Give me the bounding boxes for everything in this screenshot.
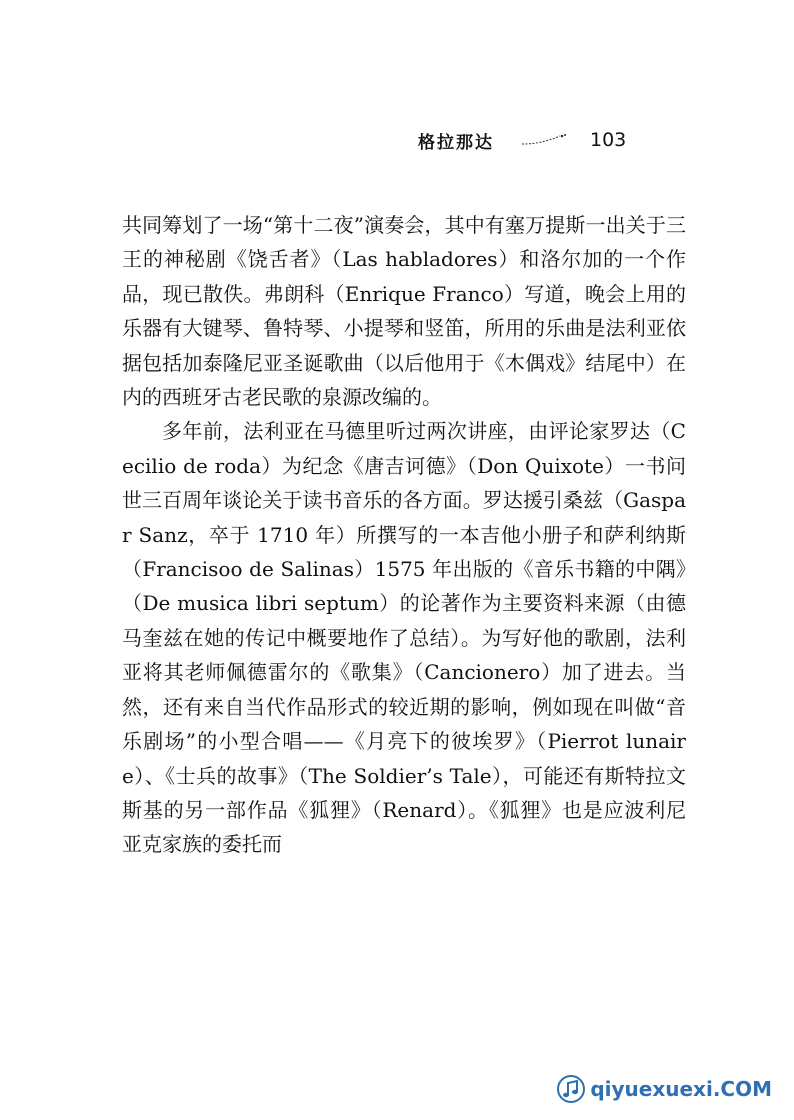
watermark-text: qiyuexuexi.COM	[590, 1077, 772, 1101]
page-number: 103	[590, 129, 627, 151]
paragraph: 多年前，法利亚在马德里听过两次讲座，由评论家罗达（Cecilio de roda）为纪念《唐吉诃德》（Don Quixote）一书问世三百周年谈论关于读书音乐的各方面。罗达援引桑兹（Gaspar Sanz，卒于 1710 年）所撰写的一本吉他小册子和萨利纳斯（Francisoo de Salinas）1575 年出版的《音乐书籍的中隅》（De musica libri septum）的论著作为主要资料来源（由德马奎兹在她的传记中概要地作了总结）。为写好他的歌剧，法利亚将其老师佩德雷尔的《歌集》（Cancionero）加了进去。当然，还有来自当代作品形式的较近期的影响，例如现在叫做“音乐剧场”的小型合唱——《月亮下的彼埃罗》（Pierrot lunaire）、《士兵的故事》（The Soldier’s Tale），可能还有斯特拉文斯基的另一部作品《狐狸》（Renard）。《狐狸》也是应波利尼亚克家族的委托而	[122, 419, 686, 857]
running-header	[418, 124, 678, 156]
site-watermark	[556, 1074, 772, 1104]
music-note-logo-icon	[556, 1074, 586, 1104]
header-ornament-icon	[520, 133, 568, 147]
paragraph-continued: 共同筹划了一场“第十二夜”演奏会，其中有塞万提斯一出关于三王的神秘剧《饶舌者》（Las habladores）和洛尔加的一个作品，现已散佚。弗朗科（Enrique Franco）写道，晚会上用的乐器有大键琴、鲁特琴、小提琴和竖笛，所用的乐曲是法利亚依据包括加泰隆尼亚圣诞歌曲（以后他用于《木偶戏》结尾中）在内的西班牙古老民歌的泉源改编的。	[122, 213, 686, 410]
body-text	[122, 208, 686, 862]
chapter-title: 格拉那达	[418, 132, 494, 153]
